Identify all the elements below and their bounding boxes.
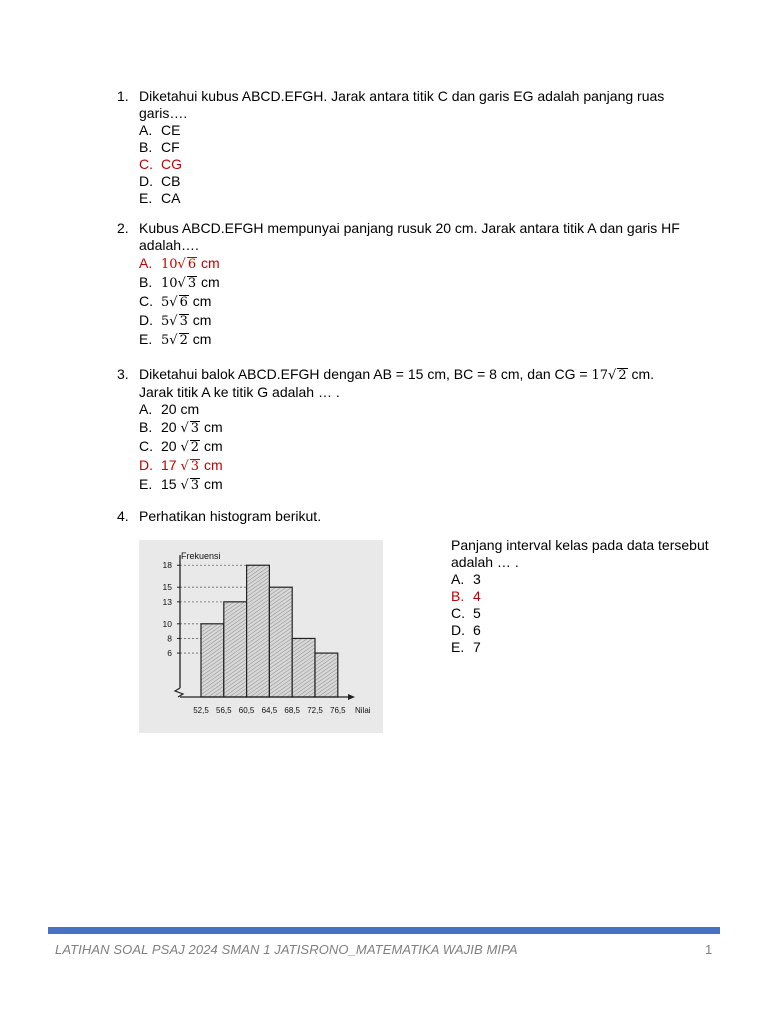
radicand: 3 (179, 314, 188, 329)
option-c (451, 605, 731, 622)
unit: cm (192, 312, 212, 328)
option-text: 7 (473, 639, 481, 655)
coefficient: 5 (161, 333, 170, 348)
page-number: 1 (705, 942, 713, 957)
option-letter: D. (139, 457, 153, 473)
option-b-correct (451, 588, 731, 605)
coefficient: 5 (161, 314, 170, 329)
unit: cm (201, 255, 220, 271)
option-letter: A. (139, 401, 153, 417)
coefficient: 5 (161, 295, 170, 310)
option-letter: D. (139, 312, 153, 328)
unit: cm (203, 476, 223, 492)
question-number: 4. (117, 508, 129, 524)
coefficient: 15 (161, 476, 177, 492)
sqrt-icon: √ (177, 257, 186, 272)
option-e (139, 330, 687, 349)
radicand: 3 (190, 478, 200, 493)
option-text: CE (161, 122, 181, 138)
sqrt-icon: √ (177, 276, 186, 291)
coefficient: 20 (161, 419, 177, 435)
option-c (139, 292, 687, 311)
option-letter: B. (139, 419, 153, 435)
option-letter: D. (451, 622, 465, 638)
y-tick-label: 13 (162, 596, 172, 607)
option-letter: E. (451, 639, 465, 655)
option-e (139, 475, 687, 494)
option-d (451, 622, 731, 639)
question-number: 2. (117, 220, 129, 236)
histogram-bar (247, 565, 270, 697)
x-axis-arrow-icon (348, 694, 355, 700)
option-e (451, 639, 731, 656)
x-tick-label: 52,5 (193, 706, 209, 715)
coefficient: 17 (161, 457, 177, 473)
coefficient: 10 (161, 257, 178, 272)
option-text: 6 (473, 622, 481, 638)
histogram-bar (201, 624, 224, 697)
unit: cm (201, 274, 220, 290)
question-4 (117, 508, 687, 525)
option-text: 4 (473, 588, 481, 604)
sqrt-icon: √ (180, 459, 189, 474)
x-tick-label: 56,5 (216, 706, 232, 715)
x-tick-label: 68,5 (284, 706, 300, 715)
option-letter: C. (139, 156, 153, 172)
sqrt-icon: √ (608, 368, 617, 383)
sqrt-icon: √ (180, 421, 189, 436)
question-3 (117, 366, 687, 494)
question-side-text: Panjang interval kelas pada data tersebut adalah … . (451, 537, 709, 570)
radicand: 3 (190, 459, 200, 474)
question-4-side-panel (451, 537, 731, 656)
option-text: CF (161, 139, 180, 155)
sqrt-icon: √ (180, 440, 189, 455)
coefficient: 20 (161, 438, 177, 454)
option-letter: E. (139, 331, 153, 347)
option-letter: C. (451, 605, 465, 621)
y-tick-label: 15 (162, 582, 172, 593)
unit: cm (192, 331, 212, 347)
x-tick-label: 76,5 (330, 706, 346, 715)
radicand: 3 (190, 421, 200, 436)
question-1 (117, 88, 687, 207)
y-axis-label: Frekuensi (181, 551, 221, 561)
question-text-line2: Jarak titik A ke titik G adalah … . (139, 384, 340, 400)
unit: cm (192, 293, 212, 309)
question-text: Kubus ABCD.EFGH mempunyai panjang rusuk 20 cm. Jarak antara titik A dan garis HF adalah…. (139, 220, 680, 253)
x-tick-label: 60,5 (238, 706, 255, 715)
radicand: 6 (187, 257, 197, 272)
option-text: 3 (473, 571, 481, 587)
option-text: 20 cm (161, 401, 200, 417)
option-letter: B. (451, 588, 465, 604)
question-text-part: Diketahui balok ABCD.EFGH dengan AB = 15 cm, BC = 8 cm, dan CG = (139, 366, 588, 382)
histogram-bar (269, 587, 292, 697)
question-text: Diketahui kubus ABCD.EFGH. Jarak antara titik C dan garis EG adalah panjang ruas garis…. (139, 88, 665, 121)
radicand: 6 (179, 295, 188, 310)
option-d (139, 173, 687, 190)
option-letter: C. (139, 438, 153, 454)
option-text: CG (161, 156, 182, 172)
histogram-bar (224, 602, 247, 697)
question-text (139, 366, 687, 384)
unit: cm (203, 419, 223, 435)
option-letter: A. (139, 255, 153, 271)
question-text: Perhatikan histogram berikut. (139, 508, 322, 524)
option-e (139, 190, 687, 207)
unit: cm (203, 457, 223, 473)
option-text: CB (161, 173, 181, 189)
option-c-correct (139, 156, 687, 173)
option-a-correct (139, 254, 687, 273)
coefficient: 10 (161, 276, 178, 291)
histogram-image (139, 540, 383, 733)
question-2 (117, 220, 687, 349)
option-letter: C. (139, 293, 153, 309)
x-tick-label: 72,5 (307, 706, 323, 715)
unit: cm (203, 438, 223, 454)
option-b (139, 273, 687, 292)
option-letter: E. (139, 190, 153, 206)
option-letter: E. (139, 476, 153, 492)
footer-divider (48, 927, 720, 934)
option-letter: D. (139, 173, 153, 189)
x-axis-label: Nilai (355, 706, 371, 715)
coefficient: 17 (591, 368, 609, 383)
y-tick-label: 10 (162, 618, 172, 629)
radicand: 2 (179, 333, 188, 348)
question-text-part: cm. (631, 366, 655, 382)
radicand: 2 (618, 368, 627, 383)
radicand: 3 (187, 276, 197, 291)
option-letter: B. (139, 274, 153, 290)
option-d (139, 311, 687, 330)
x-tick-label: 64,5 (261, 706, 278, 715)
option-text: 5 (473, 605, 481, 621)
footer-title: LATIHAN SOAL PSAJ 2024 SMAN 1 JATISRONO_MATEMATIKA WAJIB MIPA (55, 942, 518, 957)
option-b (139, 139, 687, 156)
histogram-bar (292, 638, 315, 697)
sqrt-icon: √ (169, 295, 178, 310)
radicand: 2 (190, 440, 200, 455)
question-number: 1. (117, 88, 129, 104)
option-a (139, 401, 687, 418)
y-tick-label: 8 (167, 633, 172, 644)
y-tick-label: 6 (167, 648, 172, 659)
sqrt-icon: √ (169, 314, 178, 329)
option-a (451, 571, 731, 588)
option-a (139, 122, 687, 139)
option-text: CA (161, 190, 181, 206)
option-letter: A. (139, 122, 153, 138)
sqrt-icon: √ (180, 478, 189, 493)
question-number: 3. (117, 366, 129, 382)
option-letter: B. (139, 139, 153, 155)
axis-break-icon (175, 688, 183, 697)
histogram-bar (315, 653, 338, 697)
option-letter: A. (451, 571, 465, 587)
option-b (139, 418, 687, 437)
sqrt-icon: √ (169, 333, 178, 348)
option-c (139, 437, 687, 456)
histogram-chart (139, 540, 383, 733)
y-tick-label: 18 (162, 560, 172, 571)
option-d-correct (139, 456, 687, 475)
